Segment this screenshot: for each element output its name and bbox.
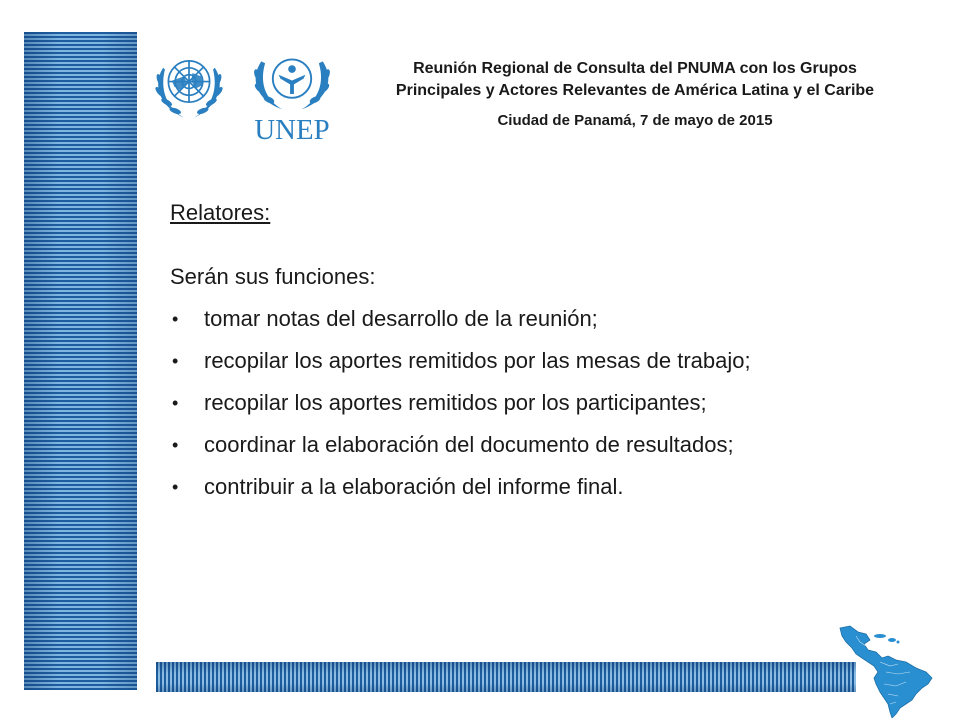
slide-body xyxy=(170,196,910,512)
list-item-text: coordinar la elaboración del documento de resultados; xyxy=(204,432,734,457)
bottom-decorative-stripe-bar xyxy=(156,662,856,692)
bullet-icon: • xyxy=(172,393,179,413)
bullet-icon: • xyxy=(172,309,179,329)
bullet-icon: • xyxy=(172,477,179,497)
list-item xyxy=(170,386,910,420)
slide-header xyxy=(370,58,900,129)
list-item-text: contribuir a la elaboración del informe final. xyxy=(204,474,624,499)
header-date-line: Ciudad de Panamá, 7 de mayo de 2015 xyxy=(497,112,773,129)
header-title-line-1: Reunión Regional de Consulta del PNUMA con los Grupos xyxy=(413,60,857,77)
unep-emblem-icon xyxy=(244,40,340,148)
functions-list xyxy=(170,302,910,504)
latin-america-map-icon xyxy=(836,622,936,718)
bullet-icon: • xyxy=(172,435,179,455)
list-item xyxy=(170,470,910,504)
list-item xyxy=(170,428,910,462)
list-item-text: recopilar los aportes remitidos por las mesas de trabajo; xyxy=(204,348,751,373)
un-emblem-icon xyxy=(146,42,232,128)
left-decorative-stripe-bar xyxy=(24,32,137,690)
list-item-text: recopilar los aportes remitidos por los participantes; xyxy=(204,390,707,415)
unep-logo-text: UNEP xyxy=(254,114,330,147)
list-item xyxy=(170,302,910,336)
intro-text: Serán sus funciones: xyxy=(170,264,376,289)
bullet-icon: • xyxy=(172,351,179,371)
list-item xyxy=(170,344,910,378)
section-title: Relatores: xyxy=(170,200,271,225)
list-item-text: tomar notas del desarrollo de la reunión; xyxy=(204,306,598,331)
header-title-line-2: Principales y Actores Relevantes de América Latina y el Caribe xyxy=(395,82,875,99)
